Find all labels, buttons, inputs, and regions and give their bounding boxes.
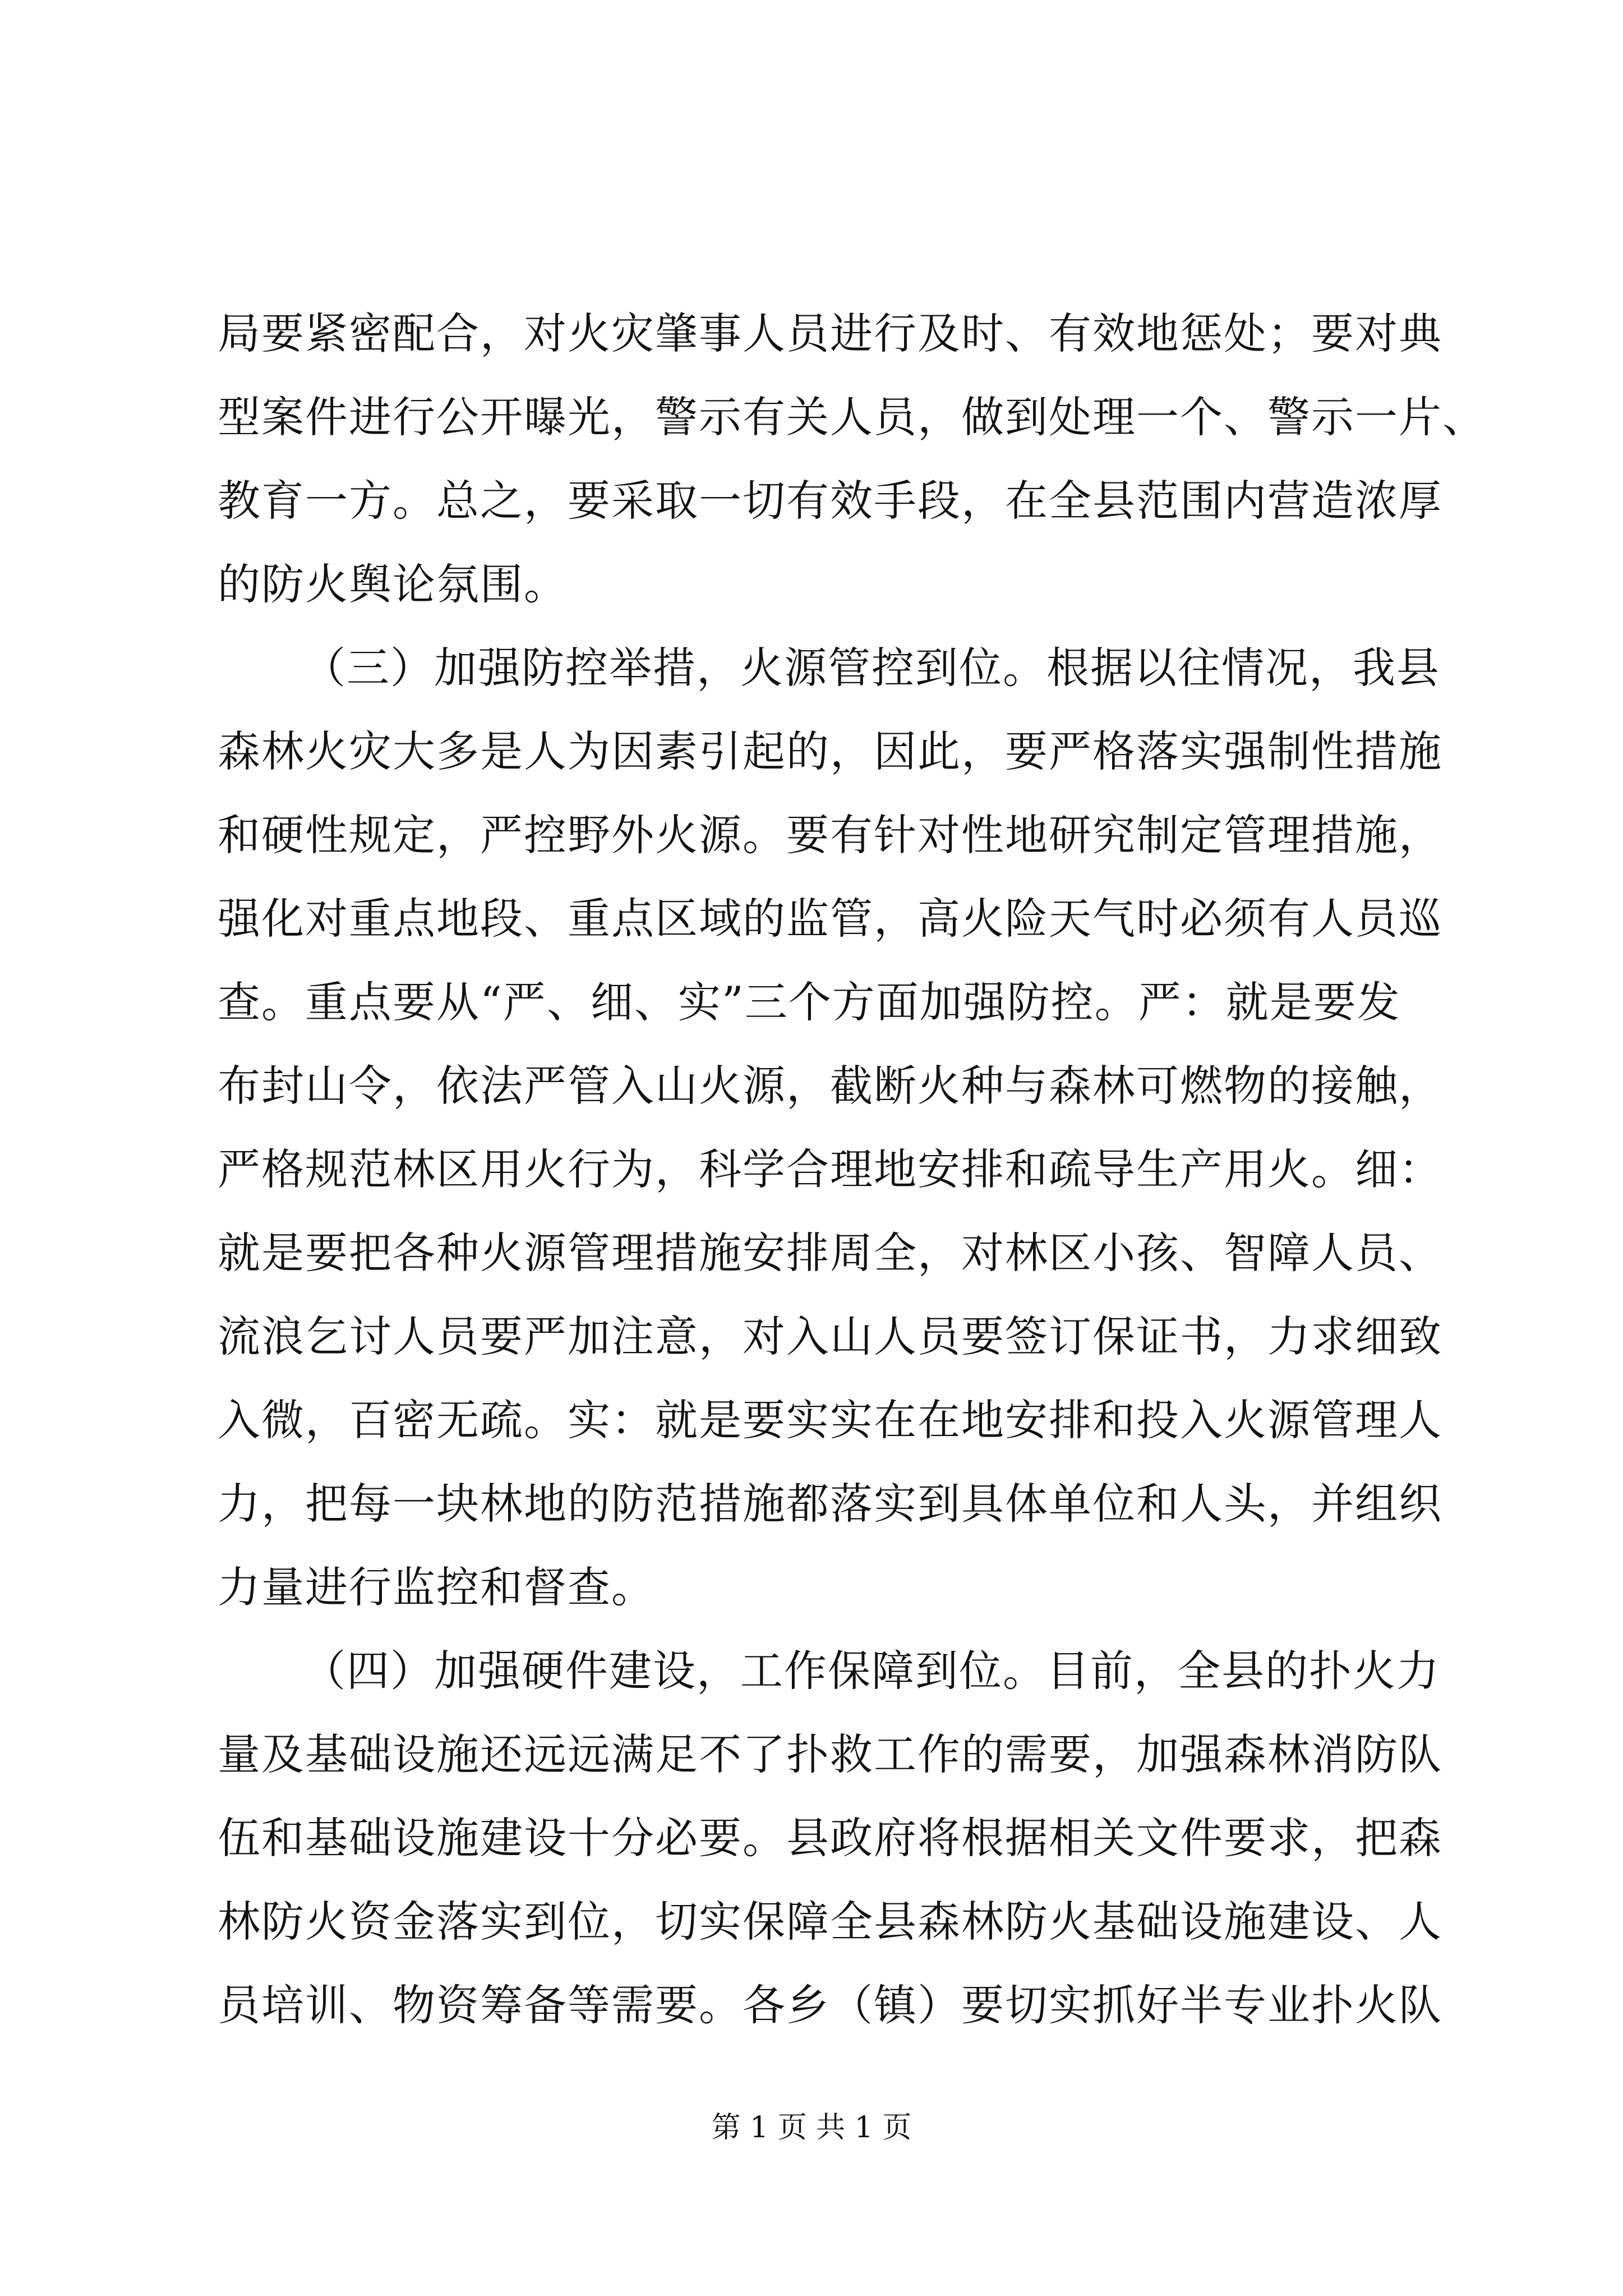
document-body <box>218 292 1486 2047</box>
paragraph-start-line: （四）加强硬件建设，工作保障到位。目前，全县的扑火力 <box>303 1646 1440 1696</box>
text-line: 员培训、物资筹备等需要。各乡（镇）要切实抓好半专业扑火队 <box>218 1980 1442 2030</box>
text-line: 查。重点要从“严、细、实”三个方面加强防控。严：就是要发 <box>218 977 1401 1027</box>
text-line: 和硬性规定，严控野外火源。要有针对性地研究制定管理措施， <box>218 810 1442 860</box>
text-line: 布封山令，依法严管入山火源，截断火种与森林可燃物的接触， <box>218 1061 1442 1111</box>
text-line: 伍和基础设施建设十分必要。县政府将根据相关文件要求，把森 <box>218 1813 1442 1863</box>
text-line: 森林火灾大多是人为因素引起的，因此，要严格落实强制性措施 <box>218 726 1442 776</box>
page-number-footer: 第 1 页 共 1 页 <box>711 2111 912 2145</box>
text-line: 就是要把各种火源管理措施安排周全，对林区小孩、智障人员、 <box>218 1228 1442 1278</box>
text-line: 入微，百密无疏。实：就是要实实在在地安排和投入火源管理人 <box>218 1395 1442 1445</box>
text-line: 流浪乞讨人员要严加注意，对入山人员要签订保证书，力求细致 <box>218 1312 1442 1361</box>
paragraph-start-line: （三）加强防控举措，火源管控到位。根据以往情况，我县 <box>303 643 1440 693</box>
text-line: 型案件进行公开曝光，警示有关人员，做到处理一个、警示一片、 <box>218 392 1486 442</box>
text-line: 教育一方。总之，要采取一切有效手段，在全县范围内营造浓厚 <box>218 476 1442 526</box>
text-line: 局要紧密配合，对火灾肇事人员进行及时、有效地惩处；要对典 <box>218 309 1442 358</box>
text-line: 林防火资金落实到位，切实保障全县森林防火基础设施建设、人 <box>218 1897 1442 1947</box>
text-line: 的防火舆论氛围。 <box>218 559 568 609</box>
text-line: 量及基础设施还远远满足不了扑救工作的需要，加强森林消防队 <box>218 1729 1442 1779</box>
text-line: 力，把每一块林地的防范措施都落实到具体单位和人头，并组织 <box>218 1479 1442 1529</box>
text-line: 严格规范林区用火行为，科学合理地安排和疏导生产用火。细： <box>218 1144 1442 1194</box>
text-line: 强化对重点地段、重点区域的监管，高火险天气时必须有人员巡 <box>218 894 1442 944</box>
text-line: 力量进行监控和督查。 <box>218 1562 655 1612</box>
